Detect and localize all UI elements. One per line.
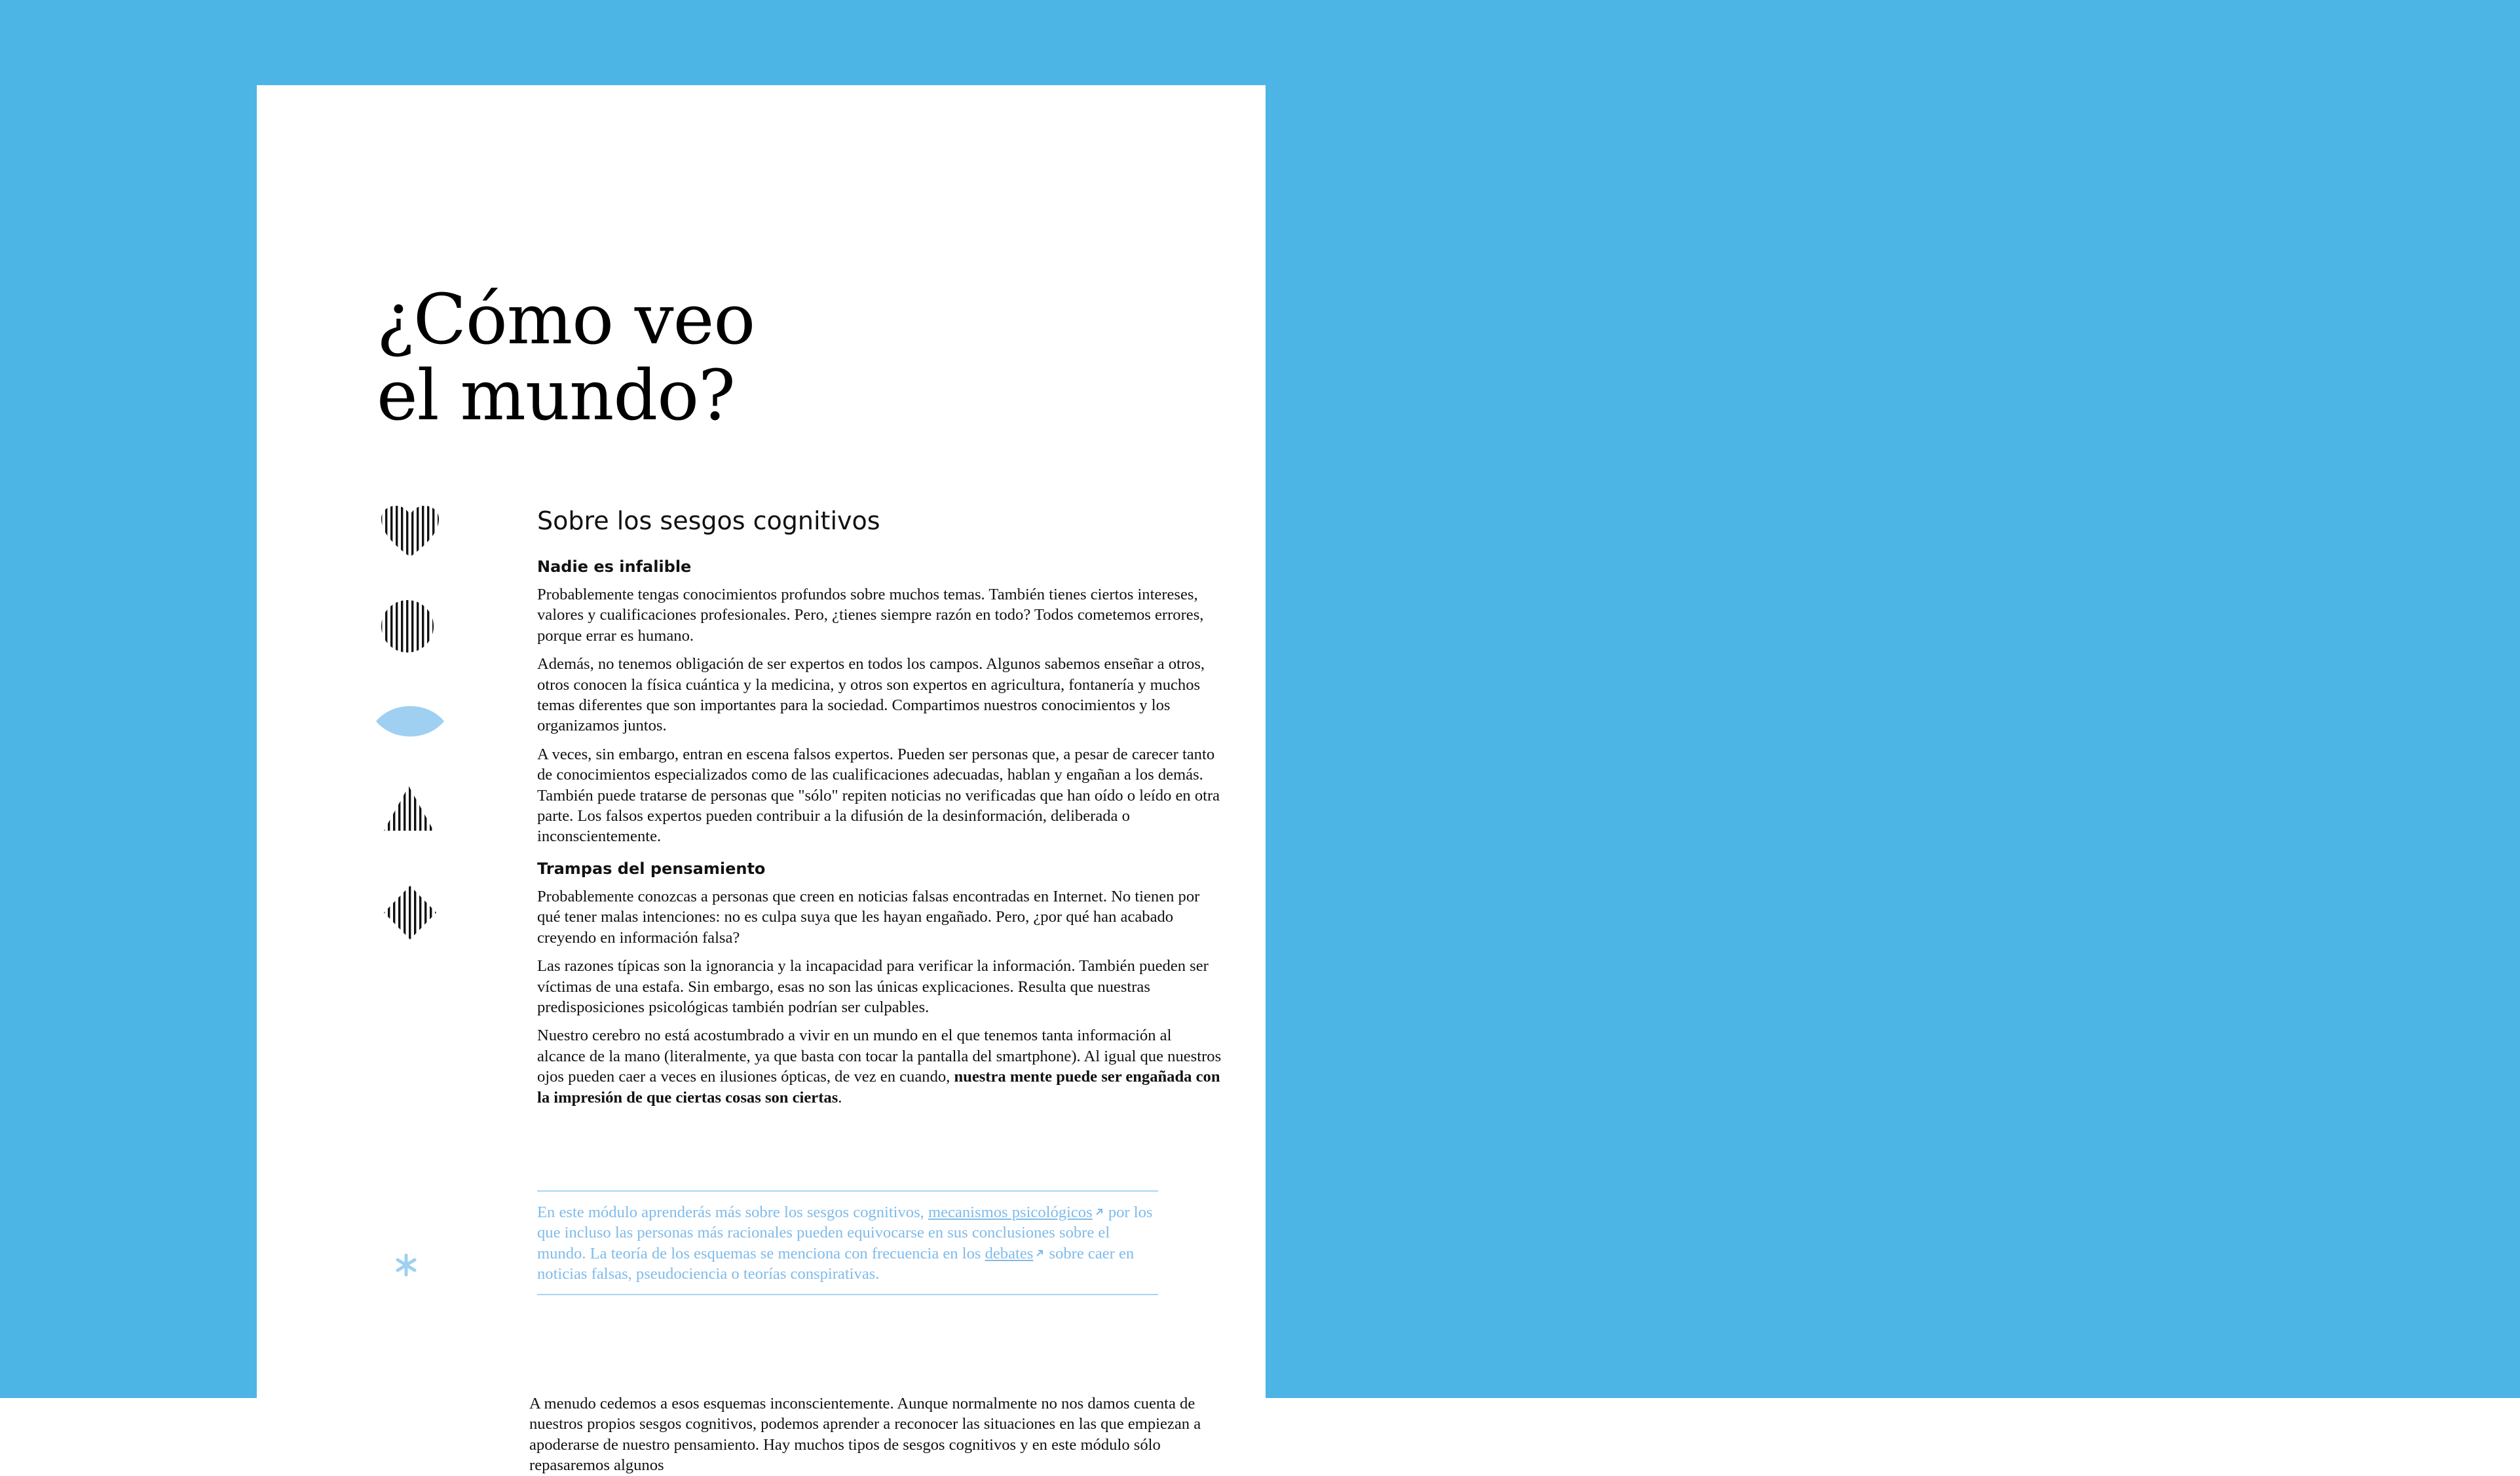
link-debates[interactable]: debates: [985, 1244, 1034, 1262]
paragraph-5: Las razones típicas son la ignorancia y la incapacidad para verificar la información. También pueden ser víctimas de una estafa. Sin embargo, esas no son las únicas explicaciones. Resulta que nuestras predisposiciones psicológicas también podrían ser culpables.: [537, 957, 1209, 1016]
paragraph-3: A veces, sin embargo, entran en escena falsos expertos. Pueden ser personas que, a pesar de carecer tanto de conocimientos especializados como de las cualificaciones adecuadas, hablan y engañan a los demás. También puede tratarse de personas que "sólo" repiten noticias no verificadas que han oído o leído en otra parte. Los falsos expertos pueden contribuir a la difusión de la desinformación, deliberada o inconscientemente.: [537, 745, 1220, 846]
link-mecanismos-psicologicos[interactable]: mecanismos psicológicos: [928, 1203, 1093, 1221]
continuation-text: [529, 1393, 1224, 1476]
paragraph-6-bold: nuestra mente puede ser engañada con la impresión de que ciertas cosas son ciertas: [537, 1068, 1220, 1107]
paragraph-2: Además, no tenemos obligación de ser expertos en todos los campos. Algunos sabemos enseñar a otros, otros conocen la física cuántica y la medicina, y otros son expertos en agricultura, fontanería y muchos temas diferentes que son importantes para la sociedad. Compartimos nuestros conocimientos y los organizamos juntos.: [537, 655, 1205, 735]
paragraph-6-text: Nuestro cerebro no está acostumbrado a vivir en un mundo en el que tenemos tanta información al alcance de la mano (literalmente, ya que basta con tocar la pantalla del smartphone). Al igual que nuestros ojos pueden caer a veces en ilusiones ópticas, de vez en cuando,: [537, 1027, 1222, 1086]
striped-circle-icon: [380, 599, 435, 654]
eye-leaf-icon: [375, 700, 445, 743]
paragraph-6: [537, 1025, 1224, 1108]
paragraph-4: Probablemente conozcas a personas que creen en noticias falsas encontradas en Internet. No tienen por qué tener malas intenciones: no es culpa suya que les hayan engañado. Pero, ¿por qué han acabado creyendo en información falsa?: [537, 887, 1200, 947]
paragraph-1: Probablemente tengas conocimientos profundos sobre muchos temas. También tienes ciertos intereses, valores y cualificaciones profesionales. Pero, ¿tienes siempre razón en todo? Todos cometemos errores, porque errar es humano.: [537, 586, 1204, 645]
subheading-nadie-es-infalible: Nadie es infalible: [537, 558, 692, 576]
page-title-line-1: ¿Cómo veo: [377, 279, 755, 360]
striped-heart-icon: [380, 504, 440, 558]
paragraph-7: A menudo cedemos a esos esquemas inconscientemente. Aunque normalmente no nos damos cuenta de nuestros propios sesgos cognitivos, podemos aprender a reconocer las situaciones en las que empiezan a apoderarse de nuestro pensamiento. Hay muchos tipos de sesgos cognitivos y en este módulo sólo repasaremos algunos: [529, 1395, 1201, 1475]
article-body: [537, 504, 1224, 1108]
page-title-line-2: el mundo?: [377, 355, 735, 436]
external-link-icon[interactable]: [1034, 1248, 1045, 1258]
asterisk-icon: [394, 1253, 418, 1277]
subheading-trampas-del-pensamiento: Trampas del pensamiento: [537, 859, 766, 878]
external-link-icon[interactable]: [1094, 1207, 1104, 1217]
module-callout: [537, 1190, 1158, 1295]
callout-text-part-1: En este módulo aprenderás más sobre los sesgos cognitivos,: [537, 1203, 928, 1221]
callout-text-part-3: sobre caer en noticias falsas, pseudociencia o teorías conspirativas.: [537, 1244, 1135, 1283]
paragraph-6-end: .: [838, 1088, 842, 1107]
callout-text: [537, 1202, 1158, 1285]
striped-diamond-icon: [383, 884, 438, 941]
document-page: [257, 85, 1266, 1475]
section-title: Sobre los sesgos cognitivos: [537, 506, 880, 535]
page-title: [377, 279, 755, 436]
striped-triangle-icon: [383, 785, 435, 832]
callout-text-part-2: por los que incluso las personas más racionales pueden equivocarse en sus conclusiones sobre el mundo. La teoría de los esquemas se menciona con frecuencia en los: [537, 1203, 1153, 1262]
